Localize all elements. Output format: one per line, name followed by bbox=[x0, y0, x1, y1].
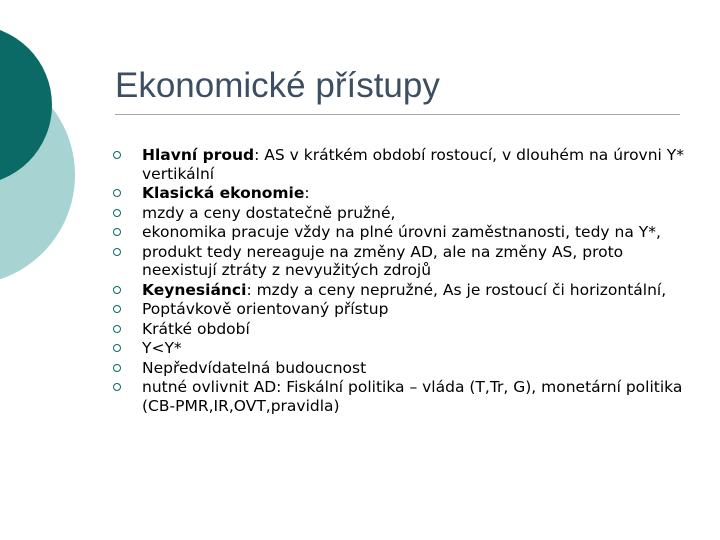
bullet-text: Nepředvídatelná budoucnost bbox=[142, 358, 367, 377]
bullet-circle-icon bbox=[113, 189, 121, 197]
bullet-circle-icon bbox=[113, 151, 121, 159]
bullet-item bbox=[113, 359, 693, 378]
bullet-item bbox=[113, 243, 693, 280]
bullet-circle-icon bbox=[113, 305, 121, 313]
bullet-item bbox=[113, 378, 693, 415]
bullet-text: : AS v krátkém období rostoucí, v dlouhém na úrovni Y* vertikální bbox=[142, 146, 685, 183]
bullet-circle-icon bbox=[113, 228, 121, 236]
title-divider bbox=[115, 114, 680, 115]
bullet-text: Y<Y* bbox=[142, 339, 182, 357]
bullet-text: nutné ovlivnit AD: Fiskální politika – vláda (T,Tr, G), monetární politika (CB-PMR,IR,OVT,pravidla) bbox=[142, 378, 683, 415]
bullet-circle-icon bbox=[113, 248, 121, 256]
bullet-list bbox=[113, 146, 693, 416]
bullet-text: Poptávkově orientovaný přístup bbox=[142, 300, 389, 318]
bullet-item bbox=[113, 339, 693, 358]
slide-title: Ekonomické přístupy bbox=[115, 66, 440, 105]
bullet-circle-icon bbox=[113, 325, 121, 333]
bullet-item bbox=[113, 146, 693, 183]
bullet-circle-icon bbox=[113, 344, 121, 352]
bullet-circle-icon bbox=[113, 383, 121, 391]
bullet-bold-term: Klasická ekonomie bbox=[142, 184, 305, 202]
bullet-bold-term: Hlavní proud bbox=[142, 146, 255, 164]
bullet-item bbox=[113, 320, 693, 339]
bullet-circle-icon bbox=[113, 364, 121, 372]
bullet-text: produkt tedy nereaguje na změny AD, ale na změny AS, proto neexistují ztráty z nevyužitých zdrojů bbox=[142, 242, 624, 279]
decorative-circles bbox=[0, 0, 110, 300]
bullet-circle-icon bbox=[113, 209, 121, 217]
bullet-bold-term: Keynesiánci bbox=[142, 280, 247, 299]
bullet-item bbox=[113, 204, 693, 223]
bullet-text: : bbox=[304, 184, 310, 202]
bullet-text: : mzdy a ceny nepružné, As je rostoucí či horizontální, bbox=[246, 280, 667, 299]
bullet-item bbox=[113, 184, 693, 203]
bullet-item bbox=[113, 223, 693, 242]
bullet-text: Krátké období bbox=[142, 319, 250, 338]
bullet-circle-icon bbox=[113, 286, 121, 294]
bullet-item bbox=[113, 281, 693, 300]
bullet-item bbox=[113, 300, 693, 319]
bullet-text: mzdy a ceny dostatečně pružné, bbox=[142, 203, 396, 222]
bullet-text: ekonomika pracuje vždy na plné úrovni zaměstnanosti, tedy na Y*, bbox=[142, 223, 661, 241]
